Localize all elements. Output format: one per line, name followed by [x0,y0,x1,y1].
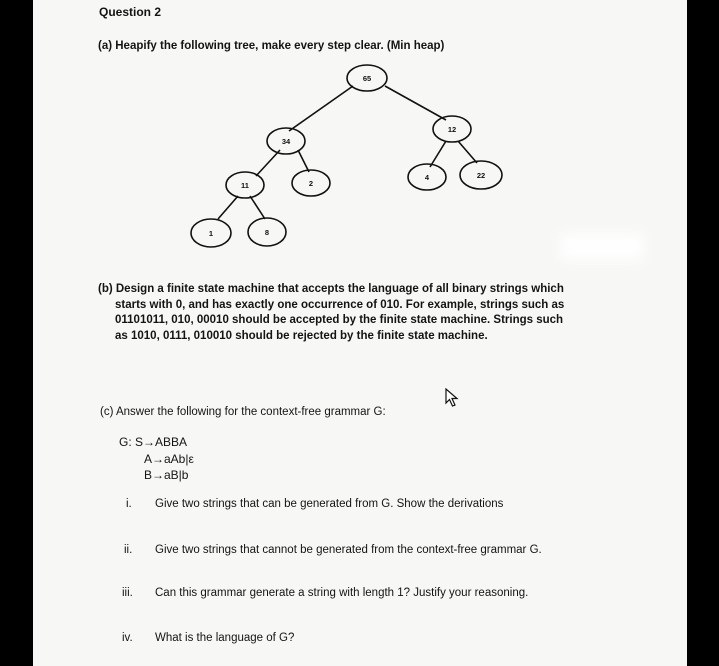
question-title: Question 2 [99,5,162,19]
tree-edge [250,196,265,219]
tree-edge [289,86,353,131]
node-label-right-right: 22 [476,171,486,180]
node-label-left-left-left: 1 [208,229,214,238]
part-a-prompt: (a) Heapify the following tree, make every step clear. (Min heap) [98,40,445,52]
tree-edge [385,86,446,120]
tree-edge [458,141,477,163]
node-label-left-right: 2 [308,179,314,188]
tree-edge [298,150,309,172]
tree-edge [256,150,280,176]
node-label-root: 65 [362,74,372,83]
tree-edge [218,196,238,219]
grammar-rule: A→aAb|ε [144,452,194,466]
smudge [560,233,644,261]
node-label-left-left-right: 8 [264,228,270,237]
node-label-right: 12 [447,125,457,134]
node-label-left-left: 11 [241,181,249,190]
part-b-prompt [98,282,603,344]
question-number: iii. [122,587,133,599]
question-text: What is the language of G? [155,632,295,644]
grammar-rule: G: S→ABBA [119,435,188,449]
node-label-right-left: 4 [424,173,430,182]
question-number: i. [126,498,132,510]
part-b-line: starts with 0, and has exactly one occurrence of 010. For example, strings such as [115,298,565,311]
part-b-line: (b) Design a finite state machine that accepts the language of all binary strings which [98,283,564,295]
part-c-prompt: (c) Answer the following for the context-free grammar G: [100,406,386,418]
part-b-line: 01101011, 010, 00010 should be accepted by the finite state machine. Strings such [115,314,564,326]
grammar-rule: B→aB|b [144,468,189,482]
question-text: Give two strings that cannot be generated from the context-free grammar G. [155,544,542,556]
question-number: iv. [122,632,133,644]
question-text: Give two strings that can be generated from G. Show the derivations [155,498,504,510]
node-label-left: 34 [281,137,291,146]
question-text: Can this grammar generate a string with length 1? Justify your reasoning. [155,587,529,599]
question-number: ii. [124,544,133,556]
tree-edge [430,141,446,167]
mouse-cursor-icon [445,388,459,408]
part-b-line: as 1010, 0111, 010010 should be rejected by the finite state machine. [115,329,488,342]
